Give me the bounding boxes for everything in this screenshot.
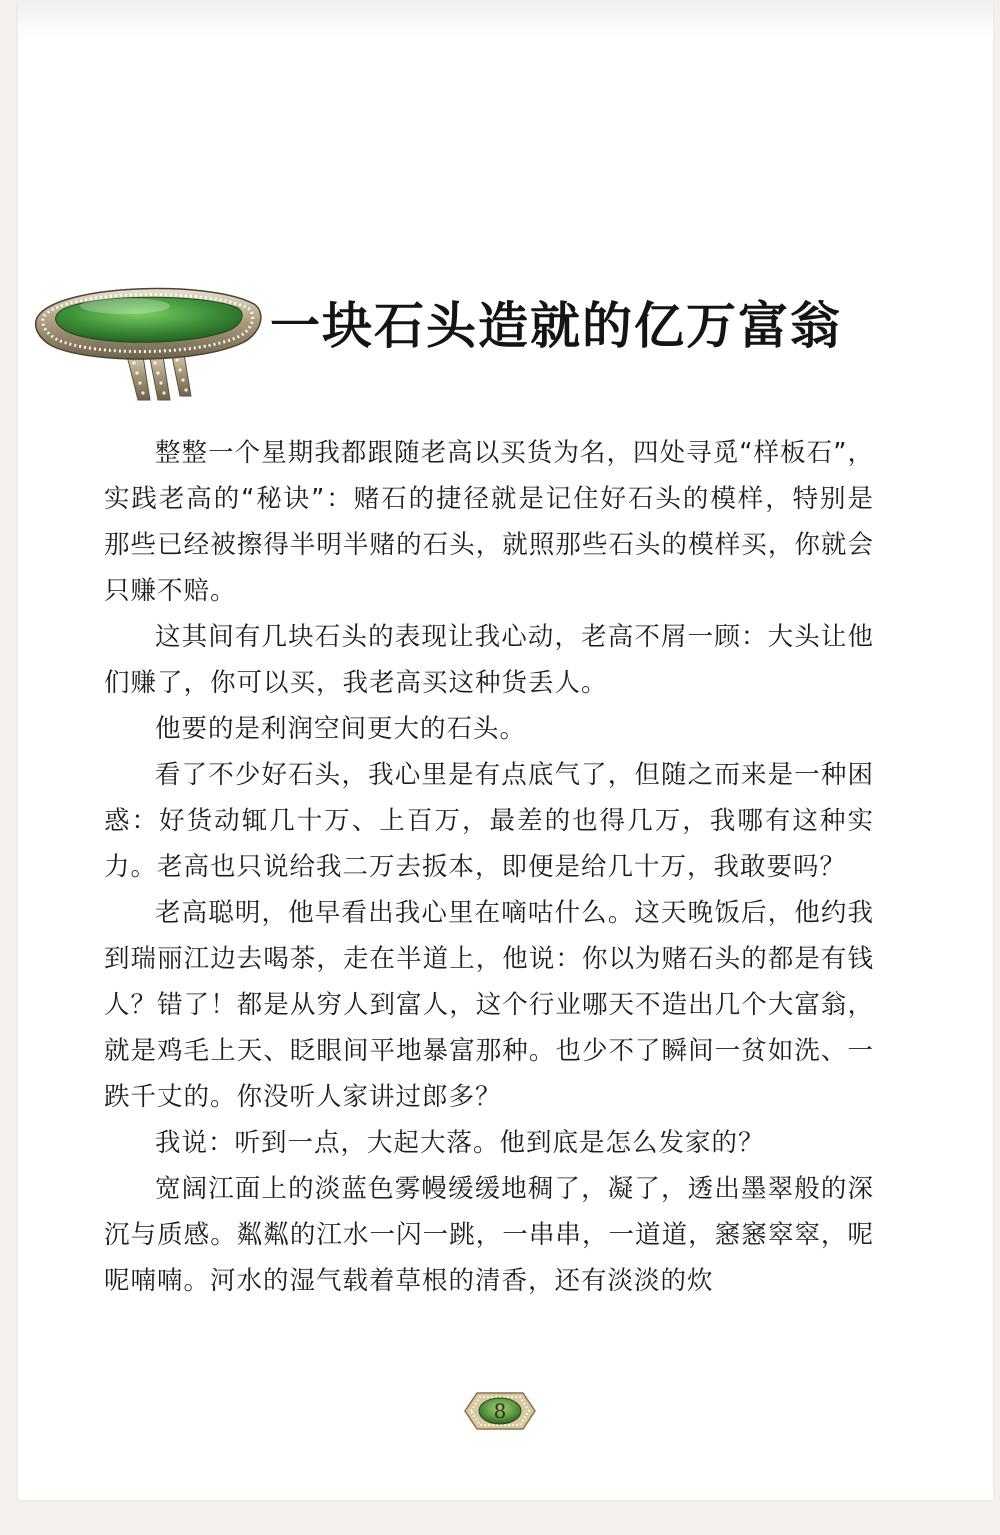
paragraph: 老高聪明，他早看出我心里在嘀咕什么。这天晚饭后，他约我到瑞丽江边去喝茶，走在半道上，他说：你以为赌石头的都是有钱人？错了！都是从穷人到富人，这个行业哪天不造出几个大富翁，就是鸡毛上天、眨眼间平地暴富那种。也少不了瞬间一贫如洗、一跌千丈的。你没听人家讲过郎多？ <box>104 898 874 1112</box>
paragraph: 整整一个星期我都跟随老高以买货为名，四处寻觅“样板石”，实践老高的“秘诀”：赌石的捷径就是记住好石头的模样，特别是那些已经被擦得半明半赌的石头，就照那些石头的模样买，你就会只赚不赔。 <box>104 438 874 606</box>
body-text <box>104 430 874 1304</box>
page-number: 8 <box>493 1399 507 1423</box>
paragraph: 他要的是利润空间更大的石头。 <box>155 714 527 744</box>
paragraph: 这其间有几块石头的表现让我心动，老高不屑一顾：大头让他们赚了，你可以买，我老高买这种货丢人。 <box>104 622 874 698</box>
page-top-shading <box>18 0 993 40</box>
paragraph: 我说：听到一点，大起大落。他到底是怎么发家的？ <box>155 1128 765 1158</box>
jade-ring-icon <box>30 268 270 403</box>
paragraph: 看了不少好石头，我心里是有点底气了，但随之而来是一种困惑：好货动辄几十万、上百万，最差的也得几万，我哪有这种实力。老高也只说给我二万去扳本，即便是给几十万，我敢要吗？ <box>104 760 874 882</box>
paragraph: 宽阔江面上的淡蓝色雾幔缓缓地稠了，凝了，透出墨翠般的深沉与质感。粼粼的江水一闪一跳，一串串，一道道，窸窸窣窣，呢呢喃喃。河水的湿气载着草根的清香，还有淡淡的炊 <box>104 1174 874 1296</box>
chapter-title: 一块石头造就的亿万富翁 <box>270 296 842 355</box>
